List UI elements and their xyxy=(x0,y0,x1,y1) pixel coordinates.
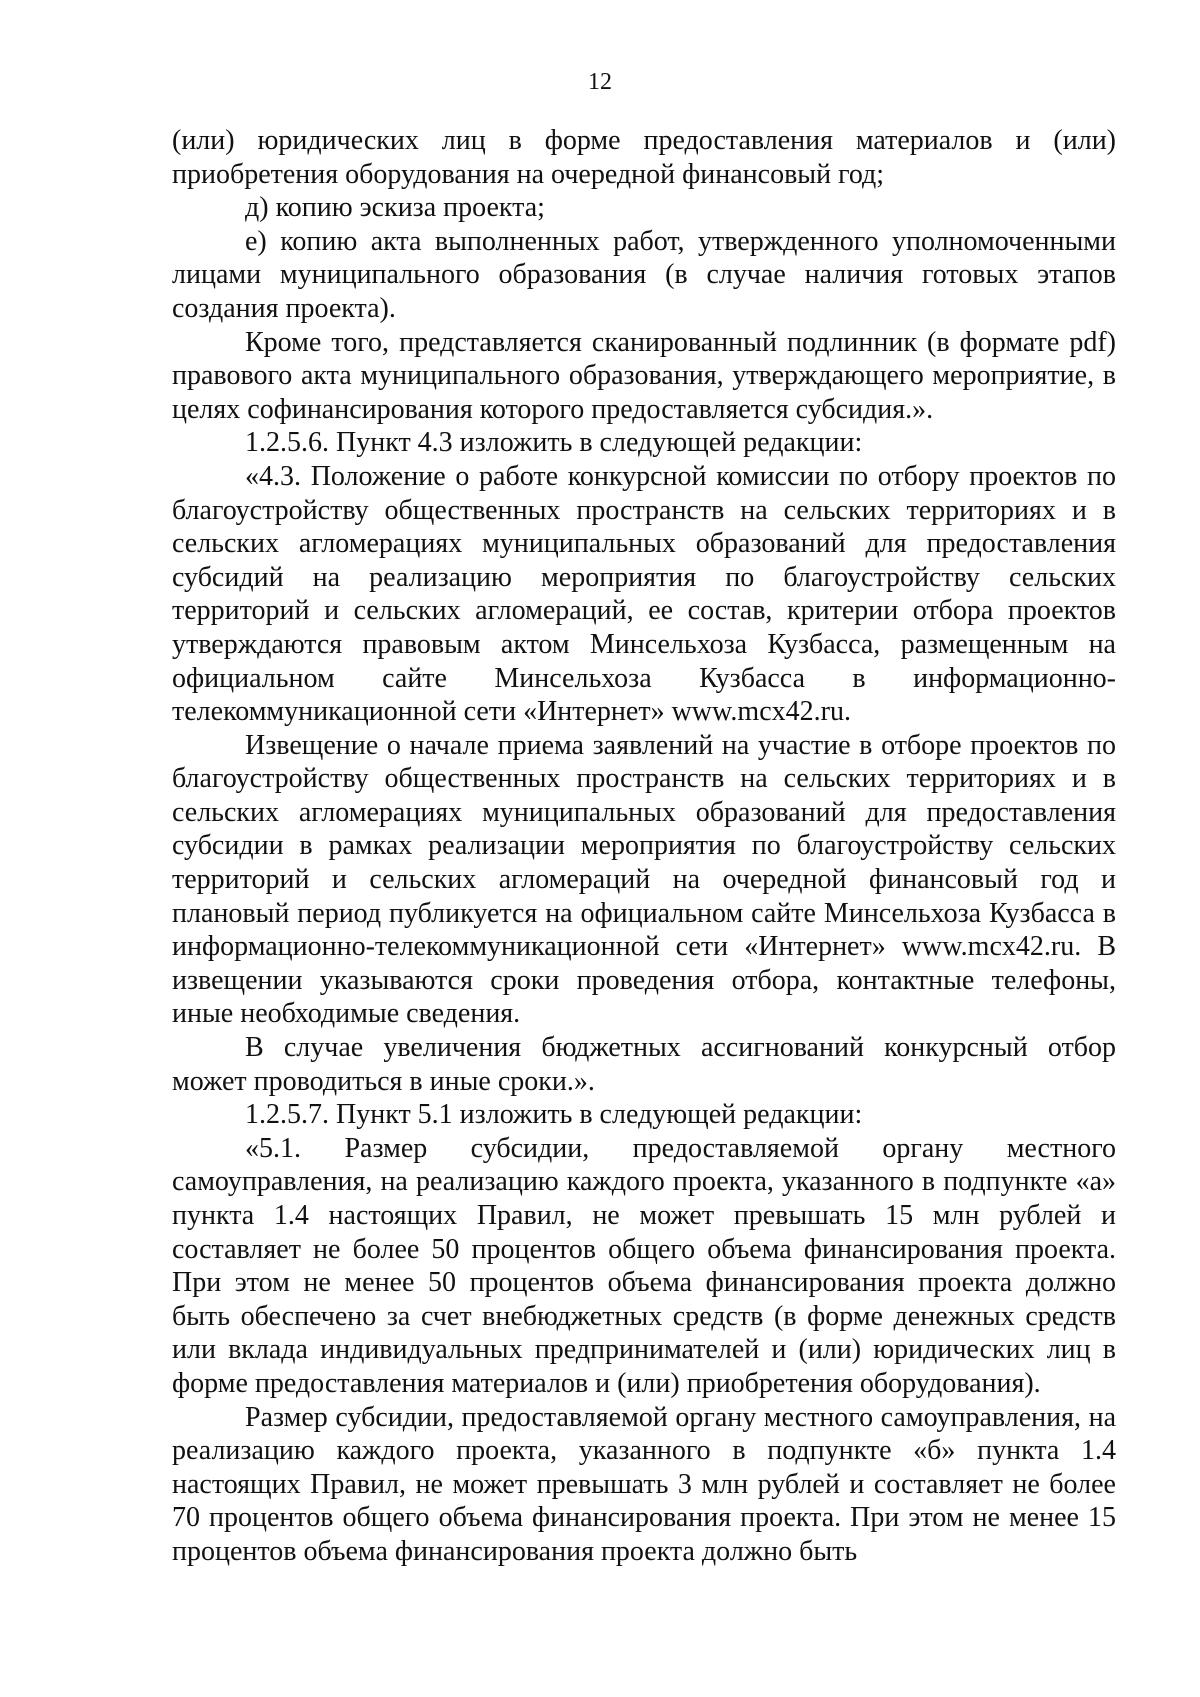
paragraph-clause-1-2-5-7: 1.2.5.7. Пункт 5.1 изложить в следующей редакции: xyxy=(245,1099,863,1131)
paragraph-continuation: (или) юридических лиц в форме предоставления материалов и (или) приобретения оборудования на очередной финансовый год; xyxy=(172,125,1116,190)
paragraph-item-e: е) копию акта выполненных работ, утвержденного уполномоченными лицами муниципального образования (в случае наличия готовых этапов создания проекта). xyxy=(172,225,1116,324)
paragraph-scanned-original: Кроме того, представляется сканированный подлинник (в формате pdf) правового акта муниципального образования, утверждающего мероприятие, в целях софинансирования которого предоставляется субсидия.». xyxy=(172,326,1116,425)
paragraph-clause-1-2-5-6: 1.2.5.6. Пункт 4.3 изложить в следующей редакции: xyxy=(245,427,863,459)
paragraph-budget-increase: В случае увеличения бюджетных ассигнований конкурсный отбор может проводиться в иные сроки.». xyxy=(172,1032,1116,1097)
document-body xyxy=(172,124,1116,1569)
paragraph-item-d: д) копию эскиза проекта; xyxy=(245,192,545,224)
page-number: 12 xyxy=(588,69,612,95)
paragraph-point-5-1: «5.1. Размер субсидии, предоставляемой органу местного самоуправления, на реализацию каждого проекта, указанного в подпункте «а» пункта 1.4 настоящих Правил, не может превышать 15 млн рублей и составляет не более 50 процентов общего объема финансирования проекта. При этом не менее 50 процентов объема финансирования проекта должно быть обеспечено за счет внебюджетных средств (в форме денежных средств или вклада индивидуальных предпринимателей и (или) юридических лиц в форме предоставления материалов и (или) приобретения оборудования). xyxy=(172,1132,1116,1399)
paragraph-notice: Извещение о начале приема заявлений на участие в отборе проектов по благоустройству общественных пространств на сельских территориях и в сельских агломерациях муниципальных образований для предоставления субсидии в рамках реализации мероприятия по благоустройству сельских территорий и сельских агломераций на очередной финансовый год и плановый период публикуется на официальном сайте Минсельхоза Кузбасса в информационно-телекоммуникационной сети «Интернет» www.mcx42.ru. В извещении указываются сроки проведения отбора, контактные телефоны, иные необходимые сведения. xyxy=(172,729,1116,1030)
paragraph-point-4-3: «4.3. Положение о работе конкурсной комиссии по отбору проектов по благоустройству общественных пространств на сельских территориях и в сельских агломерациях муниципальных образований для предоставления субсидий на реализацию мероприятия по благоустройству сельских территорий и сельских агломераций, ее состав, критерии отбора проектов утверждаются правовым актом Минсельхоза Кузбасса, размещенным на официальном сайте Минсельхоза Кузбасса в информационно-телекоммуникационной сети «Интернет» www.mcx42.ru. xyxy=(172,460,1116,728)
paragraph-subsidy-size-b: Размер субсидии, предоставляемой органу местного самоуправления, на реализацию каждого проекта, указанного в подпункте «б» пункта 1.4 настоящих Правил, не может превышать 3 млн рублей и составляет не более 70 процентов общего объема финансирования проекта. При этом не менее 15 процентов объема финансирования проекта должно быть xyxy=(172,1401,1116,1567)
